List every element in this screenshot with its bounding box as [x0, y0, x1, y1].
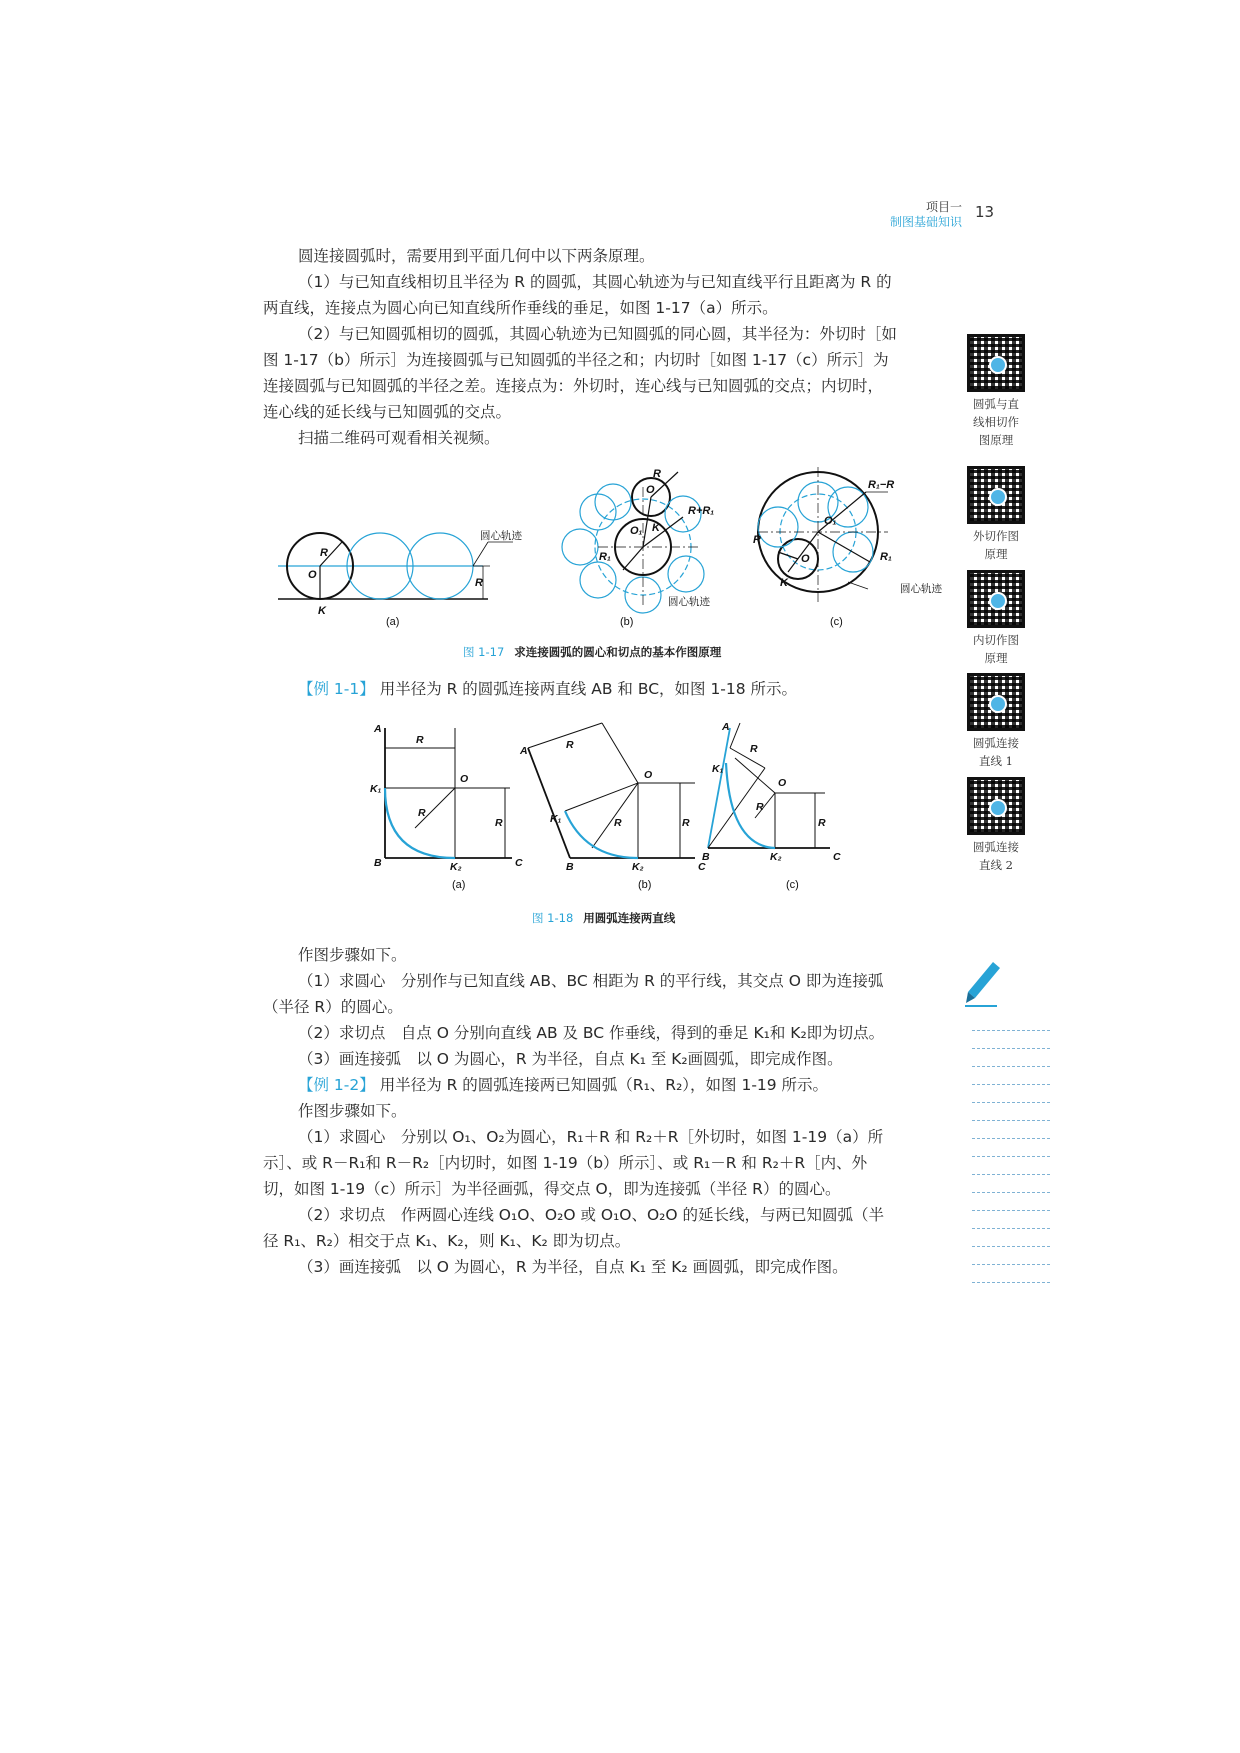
paragraph: 作图步骤如下。 [298, 1102, 407, 1120]
paragraph: （2）求切点 自点 O 分别向直线 AB 及 BC 作垂线，得到的垂足 K₁和 K₂即为切点。 [298, 1024, 885, 1042]
paragraph: （1）与已知直线相切且半径为 R 的圆弧，其圆心轨迹为与已知直线平行且距离为 R 的 [298, 273, 892, 291]
header-project-label: 项目一 [925, 200, 962, 214]
paragraph: 示］、或 R－R₁和 R－R₂［内切时，如图 1-19（b）所示］、或 R₁－R 和 R₂＋R［内、外 [263, 1154, 868, 1172]
note-line [972, 1156, 1050, 1157]
label-O: O [644, 769, 653, 781]
sub-label-b: (b) [638, 879, 652, 891]
example-1-2 [298, 1072, 828, 1098]
note-line [972, 1192, 1050, 1193]
example-text: 用半径为 R 的圆弧连接两已知圆弧（R₁、R₂），如图 1-19 所示。 [379, 1076, 829, 1094]
paragraph: （1）求圆心 分别作与已知直线 AB、BC 相距为 R 的平行线，其交点 O 即为连接弧 [298, 972, 884, 990]
qr-code-3[interactable] [963, 570, 1029, 667]
pen-icon [963, 958, 1003, 1010]
qr-code-1[interactable] [963, 334, 1029, 449]
label-O: O [801, 553, 810, 565]
label-R: R [416, 734, 424, 746]
paragraph: 连接圆弧与已知圆弧的半径之差。连接点为：外切时，连心线与已知圆弧的交点；内切时， [263, 377, 884, 395]
label-O: O [460, 773, 469, 785]
header-chapter-label: 制图基础知识 [889, 215, 962, 229]
figure-number: 图 1-18 [532, 911, 574, 925]
qr-caption: 圆弧与直 线相切作 图原理 [973, 397, 1019, 447]
note-line [972, 1048, 1050, 1049]
label-O: O [646, 484, 655, 496]
label-B: B [702, 851, 710, 863]
label-K: K [318, 605, 326, 617]
sub-label-b: (b) [620, 616, 634, 628]
note-line [972, 1264, 1050, 1265]
label-A: A [374, 723, 382, 735]
label-O: O [308, 569, 317, 581]
qr-code-image[interactable] [967, 334, 1025, 392]
paragraph: （2）与已知圆弧相切的圆弧，其圆心轨迹为已知圆弧的同心圆，其半径为：外切时［如 [298, 325, 897, 343]
label-R1: R₁ [599, 551, 611, 563]
label-K2: K₂ [770, 851, 782, 863]
note-line [972, 1282, 1050, 1283]
label-RplusR1: R+R₁ [688, 505, 715, 517]
qr-code-image[interactable] [967, 466, 1025, 524]
paragraph: 连心线的延长线与已知圆弧的交点。 [263, 403, 512, 421]
sub-label-c: (c) [830, 616, 843, 628]
label-A: A [520, 745, 528, 757]
paragraph: 径 R₁、R₂）相交于点 K₁、K₂，则 K₁、K₂ 即为切点。 [263, 1232, 631, 1250]
sub-label-a: (a) [386, 616, 400, 628]
note-line [972, 1228, 1050, 1229]
qr-code-image[interactable] [967, 777, 1025, 835]
sub-label-a: (a) [452, 879, 466, 891]
note-line [972, 1030, 1050, 1031]
example-tag: 【例 1-1】 [298, 680, 375, 698]
label-R: R [750, 743, 758, 755]
locus-label: 圆心轨迹 [668, 596, 710, 608]
label-R: R [614, 817, 622, 829]
label-R: R [320, 547, 328, 559]
label-R: R [682, 817, 690, 829]
label-C: C [515, 857, 523, 869]
figure-title: 求连接圆弧的圆心和切点的基本作图原理 [514, 645, 722, 659]
figure-title: 用圆弧连接两直线 [583, 911, 676, 925]
label-R: R [753, 534, 761, 546]
label-R: R [418, 807, 426, 819]
label-R: R [756, 801, 764, 813]
example-1-1 [298, 676, 797, 702]
note-line [972, 1138, 1050, 1139]
paragraph: 切，如图 1-19（c）所示］为半径画弧，得交点 O，即为连接弧（半径 R）的圆心。 [263, 1180, 841, 1198]
paragraph: 扫描二维码可观看相关视频。 [298, 429, 500, 447]
label-O: O [778, 777, 787, 789]
note-line [972, 1066, 1050, 1067]
qr-code-2[interactable] [963, 466, 1029, 563]
paragraph: （3）画连接弧 以 O 为圆心，R 为半径，自点 K₁ 至 K₂画圆弧，即完成作图。 [298, 1050, 843, 1068]
label-K1: K₁ [550, 813, 562, 825]
figure-1-17 [268, 462, 960, 632]
label-K: K [652, 522, 660, 534]
paragraph: 两直线，连接点为圆心向已知直线所作垂线的垂足，如图 1-17（a）所示。 [263, 299, 778, 317]
note-line [972, 1246, 1050, 1247]
note-line [972, 1120, 1050, 1121]
sub-label-c: (c) [786, 879, 799, 891]
paragraph: 作图步骤如下。 [298, 946, 407, 964]
label-A: A [722, 721, 730, 733]
figure-1-18-caption [532, 910, 675, 926]
locus-label: 圆心轨迹 [900, 583, 942, 595]
example-tag: 【例 1-2】 [298, 1076, 375, 1094]
label-R1minusR: R₁−R [868, 479, 895, 491]
label-R: R [653, 468, 661, 480]
paragraph: （1）求圆心 分别以 O₁、O₂为圆心，R₁＋R 和 R₂＋R［外切时，如图 1-19（a）所 [298, 1128, 884, 1146]
note-line [972, 1210, 1050, 1211]
label-C: C [698, 861, 706, 873]
locus-label: 圆心轨迹 [480, 530, 522, 542]
qr-caption: 外切作图 原理 [973, 529, 1019, 561]
paragraph: （3）画连接弧 以 O 为圆心，R 为半径，自点 K₁ 至 K₂ 画圆弧，即完成作图。 [298, 1258, 848, 1276]
qr-caption: 内切作图 原理 [973, 633, 1019, 665]
label-R: R [475, 577, 483, 589]
note-line [972, 1174, 1050, 1175]
note-line [972, 1084, 1050, 1085]
qr-code-4[interactable] [963, 673, 1029, 770]
example-text: 用半径为 R 的圆弧连接两直线 AB 和 BC，如图 1-18 所示。 [379, 680, 798, 698]
paragraph: 图 1-17（b）所示］为连接圆弧与已知圆弧的半径之和；内切时［如图 1-17（c）所示］为 [263, 351, 889, 369]
qr-code-5[interactable] [963, 777, 1029, 874]
qr-caption: 圆弧连接 直线 1 [973, 736, 1019, 768]
label-B: B [566, 861, 574, 873]
figure-number: 图 1-17 [463, 645, 505, 659]
label-K2: K₂ [632, 861, 644, 873]
label-R: R [566, 739, 574, 751]
label-R1: R₁ [880, 551, 892, 563]
label-R: R [495, 817, 503, 829]
paragraph: （半径 R）的圆心。 [263, 998, 403, 1016]
qr-code-image[interactable] [967, 570, 1025, 628]
label-K1: K₁ [712, 763, 724, 775]
label-K: K [780, 577, 788, 589]
label-O1: O₁ [824, 515, 837, 527]
figure-1-18 [370, 718, 860, 893]
label-O1: O₁ [630, 525, 643, 537]
paragraph: （2）求切点 作两圆心连线 O₁O、O₂O 或 O₁O、O₂O 的延长线，与两已知圆弧（半 [298, 1206, 885, 1224]
label-R: R [818, 817, 826, 829]
page-number: 13 [975, 203, 995, 221]
qr-code-image[interactable] [967, 673, 1025, 731]
qr-caption: 圆弧连接 直线 2 [973, 840, 1019, 872]
figure-1-17-caption [463, 644, 721, 660]
label-B: B [374, 857, 382, 869]
label-K2: K₂ [450, 861, 462, 873]
paragraph: 圆连接圆弧时，需要用到平面几何中以下两条原理。 [298, 247, 655, 265]
label-K1: K₁ [370, 783, 382, 795]
note-line [972, 1102, 1050, 1103]
label-C: C [833, 851, 841, 863]
